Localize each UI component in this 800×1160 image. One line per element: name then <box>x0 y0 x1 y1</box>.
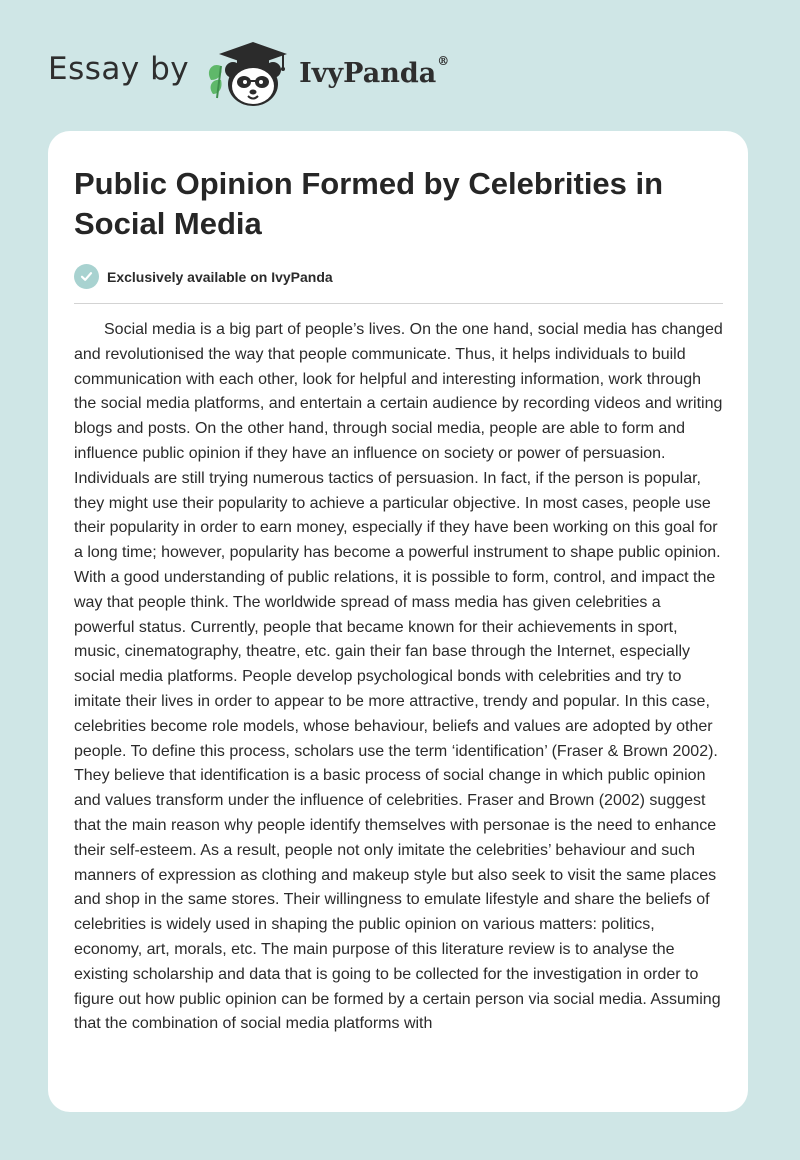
check-icon <box>80 270 93 283</box>
essay-body: Social media is a big part of people’s lives. On the one hand, social media has changed and revolutionised the way that people communicate. Thus, it helps individuals to build communication with each other, look for helpful and interesting information, work through the social media platforms, and entertain a certain audience by recording videos and writing blogs and posts. On the other hand, through social media, people are able to form and influence public opinion if they have an influence on society or power of persuasion. Individuals are still trying numerous tactics of persuasion. In fact, if the person is popular, they might use their popularity to achieve a particular objective. In most cases, people use their popularity in order to earn money, especially if they have been working on this goal for a long time; however, popularity has become a powerful instrument to shape public opinion. With a good understanding of public relations, it is possible to form, control, and impact the way that people think. The worldwide spread of mass media has given celebrities a powerful status. Currently, people that became known for their achievements in sport, music, cinematography, theatre, etc. gain their fan base through the Internet, especially social media platforms. People develop psychological bonds with celebrities and try to imitate their lives in order to appear to be more attractive, trendy and popular. In this case, celebrities become role models, whose behaviour, beliefs and values are adopted by other people. To define this process, scholars use the term ‘identification’ (Fraser & Brown 2002). They believe that identification is a basic process of social change in which public opinion and values transform under the influence of celebrities. Fraser and Brown (2002) suggest that the main reason why people identify themselves with personae is the need to enhance their self-esteem. As a result, people not only imitate the celebrities’ behaviour and such manners of expression as clothing and makeup style but also seek to visit the same places and shop in the same stores. Their willingness to emulate lifestyle and share the beliefs of celebrities is widely used in shaping the public opinion on various matters: politics, economy, art, morals, etc. The main purpose of this literature review is to analyse the existing scholarship and data that is going to be collected for the investigation in order to figure out how public opinion can be formed by a certain person via social media. Assuming that the combination of social media platforms with <box>74 321 723 1033</box>
check-badge <box>74 264 99 289</box>
registered-mark: ® <box>437 53 450 68</box>
brand-name[interactable] <box>299 53 450 89</box>
panda-graduate-icon[interactable] <box>203 36 293 108</box>
exclusive-label: Exclusively available on IvyPanda <box>107 268 333 285</box>
site-header <box>48 36 449 108</box>
divider <box>74 303 723 304</box>
leaf-icon <box>209 65 222 98</box>
brand-label: IvyPanda <box>299 57 437 89</box>
essay-by-label: Essay by <box>48 51 190 87</box>
essay-card <box>48 131 748 1112</box>
exclusive-badge <box>74 264 333 289</box>
page-title: Public Opinion Formed by Celebrities in Social Media <box>74 166 664 241</box>
